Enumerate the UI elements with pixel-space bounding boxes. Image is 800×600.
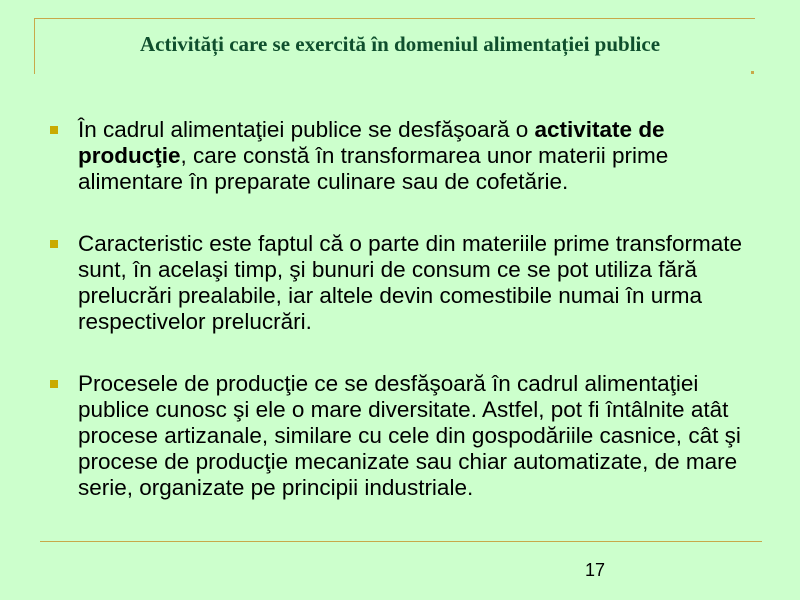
bullet-list bbox=[48, 117, 773, 537]
footer-rule bbox=[40, 541, 762, 542]
title-top-rule bbox=[34, 18, 755, 19]
square-bullet-icon bbox=[50, 126, 58, 134]
bullet-item-2 bbox=[48, 231, 773, 335]
bullet-text-1-after: , care constă în transformarea unor materii prime alimentare în preparate culinare sau de cofetărie. bbox=[78, 143, 669, 194]
title-corner-dot bbox=[751, 71, 754, 74]
bullet-item-1 bbox=[48, 117, 773, 195]
page-number: 17 bbox=[584, 560, 606, 580]
bullet-text-1 bbox=[78, 117, 668, 194]
bullet-text-1-bold: activitate de producţie bbox=[78, 117, 665, 168]
square-bullet-icon bbox=[50, 240, 58, 248]
bullet-text-3: Procesele de producţie ce se desfăşoară în cadrul alimentaţiei publice cunosc şi ele o mare diversitate. Astfel, pot fi întâlnite atât procese artizanale, similare cu cele din gospodăriile casnice, cât şi procese de producţie mecanizate sau chiar automatizate, de mare serie, organizate pe principii industriale. bbox=[78, 371, 741, 500]
title-frame bbox=[34, 18, 755, 74]
bullet-text-1-before: În cadrul alimentaţiei publice se desfăşoară o bbox=[78, 117, 535, 142]
bullet-text-2: Caracteristic este faptul că o parte din materiile prime transformate sunt, în acelaşi timp, şi bunuri de consum ce se pot utiliza fără prelucrări prealabile, iar altele devin comestibile numai în urma respectivelor prelucrări. bbox=[78, 231, 743, 334]
slide-title: Activități care se exercită în domeniul alimentației publice bbox=[139, 32, 661, 56]
bullet-item-3 bbox=[48, 371, 773, 501]
square-bullet-icon bbox=[50, 380, 58, 388]
